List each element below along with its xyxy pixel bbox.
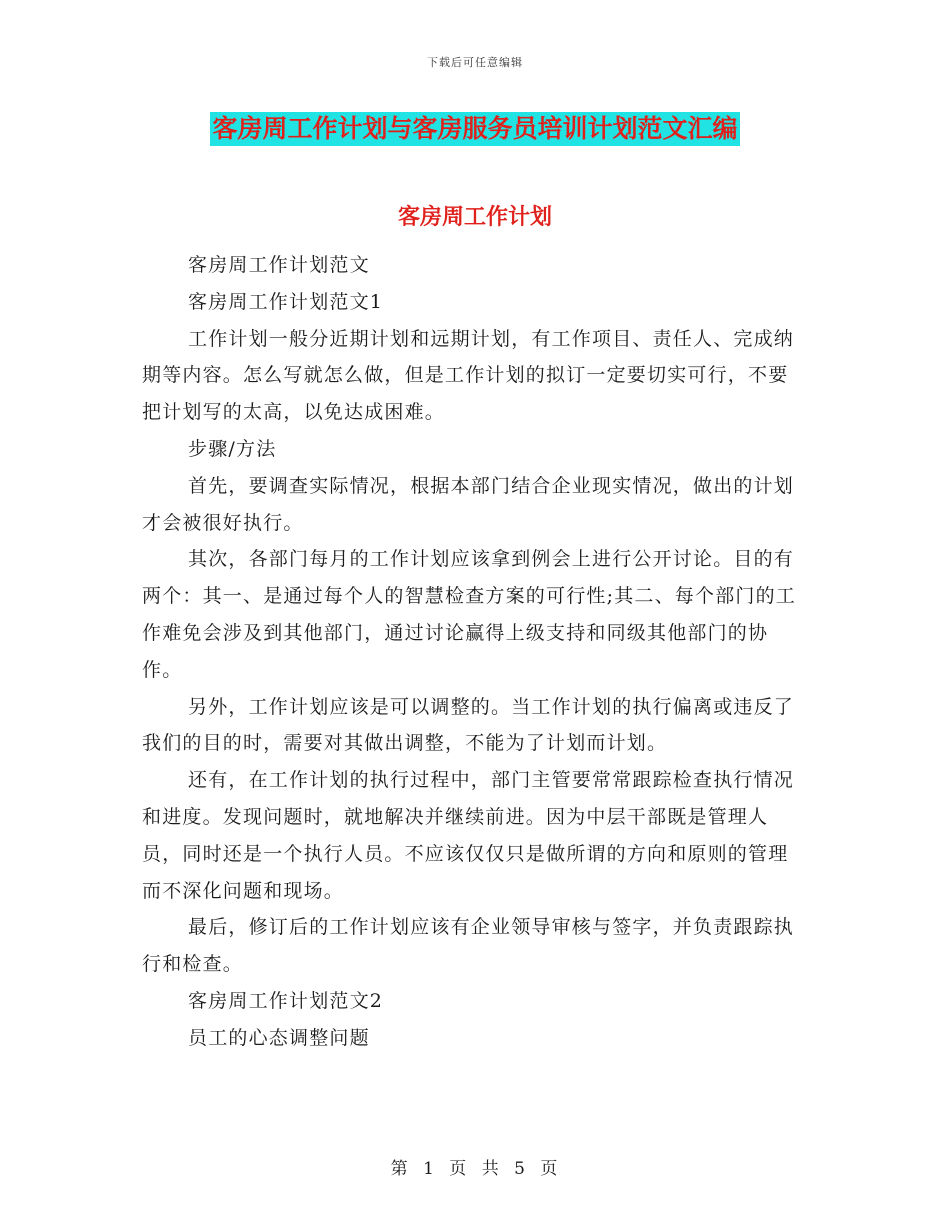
paragraph: 客房周工作计划范文 <box>188 254 370 276</box>
body-content <box>142 247 805 1057</box>
paragraph: 最后，修订后的工作计划应该有企业领导审核与签字，并负责跟踪执行和检查。 <box>142 916 795 976</box>
paragraph: 其次，各部门每月的工作计划应该拿到例会上进行公开讨论。目的有两个：其一、是通过每个人的智慧检查方案的可行性;其二、每个部门的工作难免会涉及到其他部门，通过讨论赢得上级支持和同级其他部门的协作。 <box>142 548 797 681</box>
paragraph: 首先，要调查实际情况，根据本部门结合企业现实情况，做出的计划才会被很好执行。 <box>142 474 795 534</box>
main-title: 客房周工作计划与客房服务员培训计划范文汇编 <box>210 112 739 146</box>
paragraph: 员工的心态调整问题 <box>188 1026 370 1049</box>
page-footer: 第 1 页 共 5 页 <box>390 1159 560 1179</box>
paragraph: 还有，在工作计划的执行过程中，部门主管要常常跟踪检查执行情况和进度。发现问题时，就地解决并继续前进。因为中层干部既是管理人员，同时还是一个执行人员。不应该仅仅只是做所谓的方向和原则的管理而不深化问题和现场。 <box>142 769 795 902</box>
section-title: 客房周工作计划 <box>397 205 552 230</box>
paragraph: 另外，工作计划应该是可以调整的。当工作计划的执行偏离或违反了我们的目的时，需要对其做出调整，不能为了计划而计划。 <box>142 695 795 755</box>
paragraph: 客房周工作计划范文2 <box>188 989 384 1012</box>
header-note: 下载后可任意编辑 <box>427 56 523 69</box>
paragraph: 客房周工作计划范文1 <box>188 290 384 313</box>
paragraph: 工作计划一般分近期计划和远期计划，有工作项目、责任人、完成纳期等内容。怎么写就怎么做，但是工作计划的拟订一定要切实可行，不要把计划写的太高，以免达成困难。 <box>142 327 795 424</box>
main-title-wrap <box>0 112 950 146</box>
paragraph: 步骤/方法 <box>188 437 277 460</box>
